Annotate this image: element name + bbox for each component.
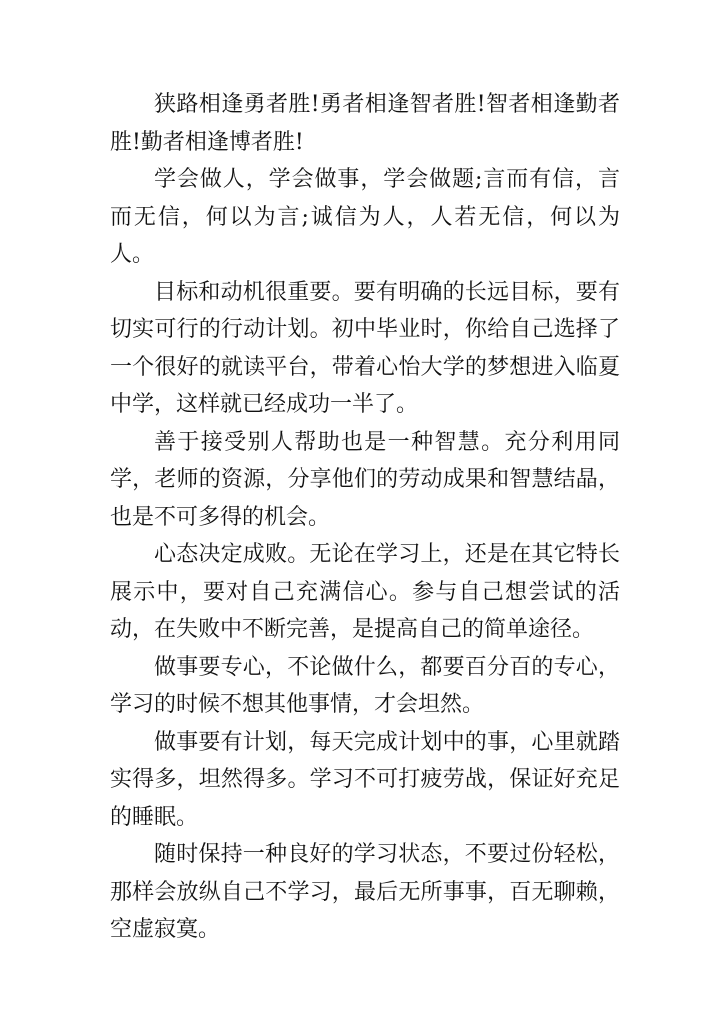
paragraph-planning: 做事要有计划，每天完成计划中的事，心里就踏实得多，坦然得多。学习不可打疲劳战，保证好充足的睡眠。 — [110, 729, 620, 830]
paragraph-accept-help: 善于接受别人帮助也是一种智慧。充分利用同学，老师的资源，分享他们的劳动成果和智慧结晶，也是不可多得的机会。 — [110, 429, 620, 530]
document-page — [110, 86, 620, 949]
paragraph-mindset: 心态决定成败。无论在学习上，还是在其它特长展示中，要对自己充满信心。参与自己想尝试的活动，在失败中不断完善，是提高自己的简单途径。 — [110, 542, 620, 642]
paragraph-courage: 狭路相逢勇者胜!勇者相逢智者胜!智者相逢勤者胜!勤者相逢博者胜! — [110, 92, 620, 155]
paragraph-focus: 做事要专心，不论做什么，都要百分百的专心，学习的时候不想其他事情，才会坦然。 — [110, 654, 620, 717]
paragraph-goals: 目标和动机很重要。要有明确的长远目标，要有切实可行的行动计划。初中毕业时，你给自己选择了一个很好的就读平台，带着心怡大学的梦想进入临夏中学，这样就已经成功一半了。 — [110, 279, 620, 417]
paragraph-integrity: 学会做人，学会做事，学会做题;言而有信，言而无信，何以为言;诚信为人，人若无信，何以为人。 — [110, 167, 620, 267]
paragraph-study-state: 随时保持一种良好的学习状态，不要过份轻松，那样会放纵自己不学习，最后无所事事，百无聊赖，空虚寂寞。 — [110, 842, 620, 942]
